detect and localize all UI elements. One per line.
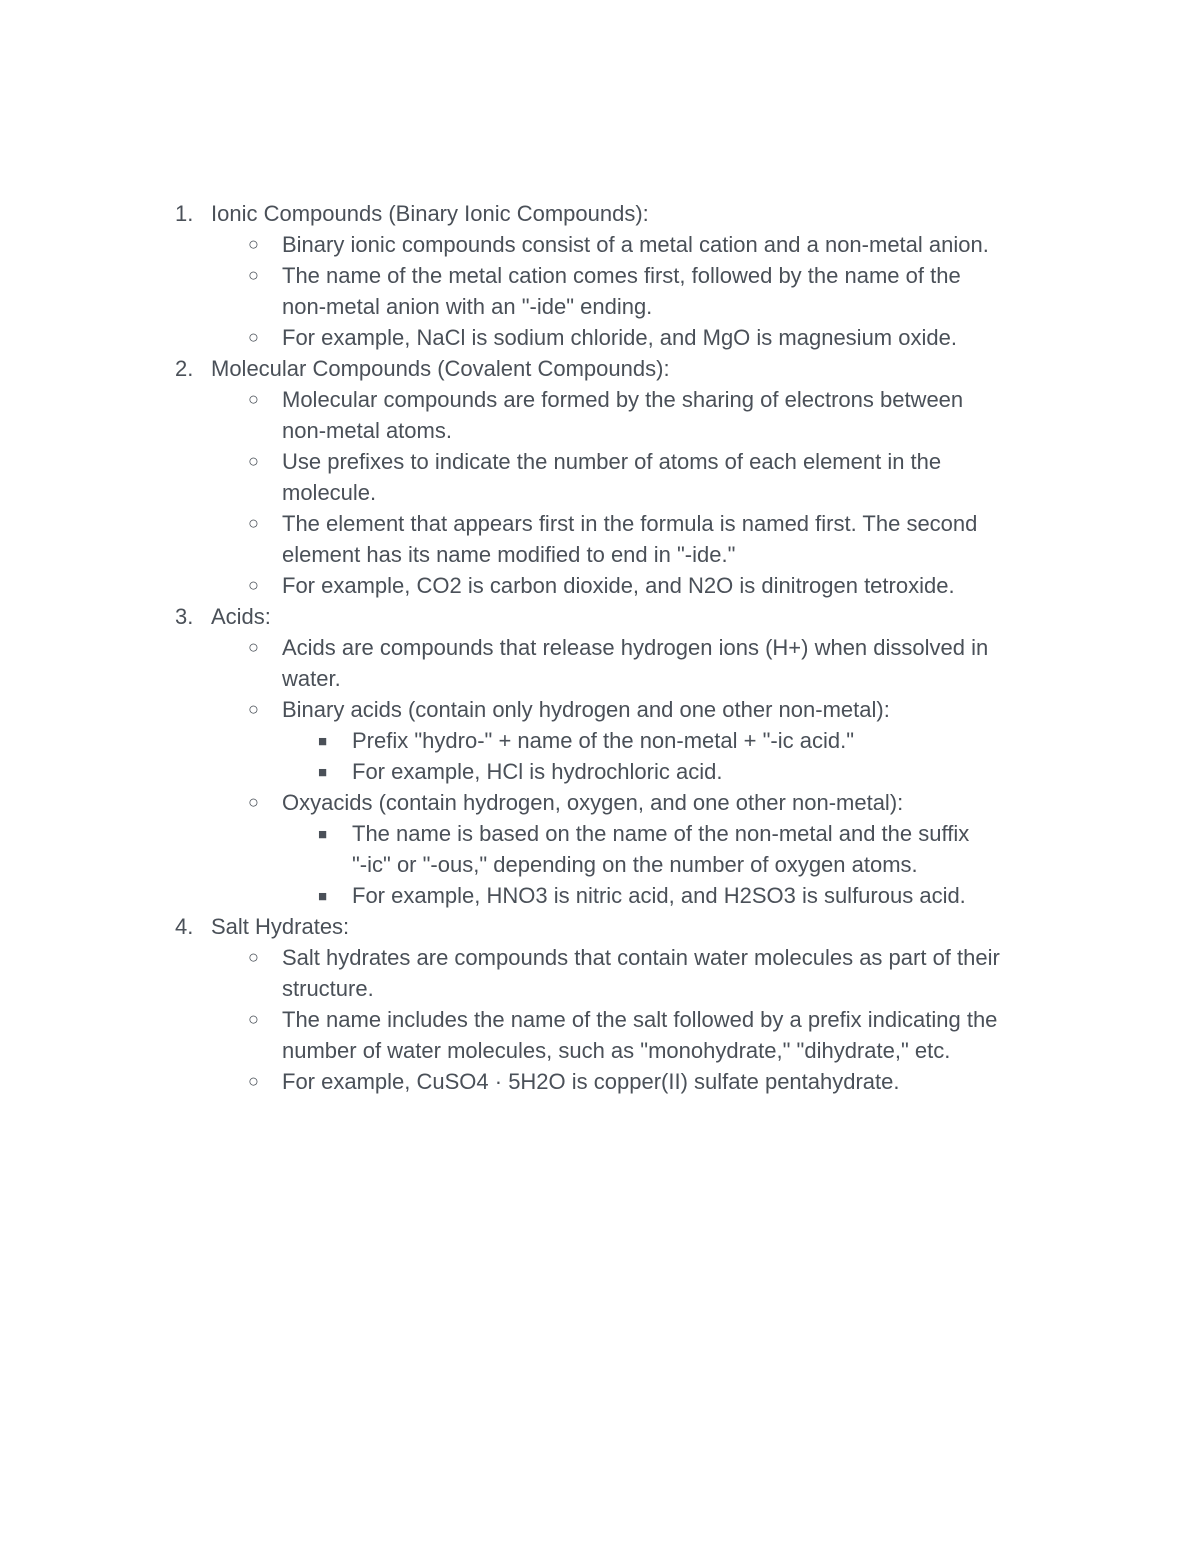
list-item-text: molecule. (282, 480, 377, 505)
list-item-text: For example, CuSO4 · 5H2O is copper(II) sulfate pentahydrate. (282, 1069, 900, 1094)
bullet-icon: ○ (248, 265, 259, 285)
bullet-icon: ○ (248, 389, 259, 409)
list-item-text: water. (282, 666, 341, 691)
bullet-icon: ○ (248, 699, 259, 719)
list-item (0, 260, 1200, 291)
list-item-text: Acids are compounds that release hydrogen ions (H+) when dissolved in (282, 635, 989, 660)
list-item (0, 942, 1200, 973)
list-item-text: Molecular Compounds (Covalent Compounds): (211, 356, 670, 381)
list-item-text: "-ic" or "-ous," depending on the number of oxygen atoms. (352, 852, 918, 877)
list-item (0, 415, 1200, 446)
list-item-text: Acids: (211, 604, 271, 629)
list-item-text: The name of the metal cation comes first, followed by the name of the (282, 263, 961, 288)
list-item-text: For example, HCl is hydrochloric acid. (352, 759, 723, 784)
sub-list-item (0, 880, 1200, 911)
bullet-icon: ■ (318, 826, 328, 843)
list-item-text: number of water molecules, such as "monohydrate," "dihydrate," etc. (282, 1038, 951, 1063)
bullet-icon: ○ (248, 513, 259, 533)
list-item-text: Prefix "hydro-" + name of the non-metal + "-ic acid." (352, 728, 855, 753)
list-item-text: The element that appears first in the formula is named first. The second (282, 511, 978, 536)
bullet-icon: ○ (248, 1009, 259, 1029)
sub-list-item (0, 725, 1200, 756)
list-item-text: For example, NaCl is sodium chloride, and MgO is magnesium oxide. (282, 325, 957, 350)
list-item (0, 539, 1200, 570)
list-item-text: Salt Hydrates: (211, 914, 350, 939)
list-item-text: non-metal atoms. (282, 418, 452, 443)
list-item-text: For example, HNO3 is nitric acid, and H2SO3 is sulfurous acid. (352, 883, 966, 908)
list-item (0, 570, 1200, 601)
list-item (0, 446, 1200, 477)
bullet-icon: ○ (248, 637, 259, 657)
bullet-icon: ○ (248, 451, 259, 471)
section-heading (0, 198, 1200, 229)
list-item-text: structure. (282, 976, 374, 1001)
bullet-icon: ■ (318, 764, 328, 781)
list-item (0, 632, 1200, 663)
list-item-text: Binary ionic compounds consist of a metal cation and a non-metal anion. (282, 232, 989, 257)
list-item (0, 508, 1200, 539)
list-item-text: element has its name modified to end in "-ide." (282, 542, 736, 567)
list-item (0, 291, 1200, 322)
bullet-icon: ■ (318, 733, 328, 750)
list-number: 4. (175, 914, 194, 939)
bullet-icon: ○ (248, 327, 259, 347)
list-item (0, 1066, 1200, 1097)
list-item (0, 694, 1200, 725)
list-number: 1. (175, 201, 194, 226)
sub-list-item (0, 756, 1200, 787)
bullet-icon: ○ (248, 234, 259, 254)
list-item (0, 973, 1200, 1004)
bullet-icon: ○ (248, 947, 259, 967)
list-item-text: For example, CO2 is carbon dioxide, and N2O is dinitrogen tetroxide. (282, 573, 955, 598)
list-item (0, 787, 1200, 818)
list-item (0, 477, 1200, 508)
bullet-icon: ○ (248, 792, 259, 812)
list-item-text: Molecular compounds are formed by the sharing of electrons between (282, 387, 964, 412)
numbered-list (0, 198, 1200, 1097)
list-item-text: Binary acids (contain only hydrogen and one other non-metal): (282, 697, 890, 722)
section-heading (0, 601, 1200, 632)
section-heading (0, 911, 1200, 942)
list-item (0, 384, 1200, 415)
list-number: 3. (175, 604, 194, 629)
list-item (0, 229, 1200, 260)
list-item (0, 322, 1200, 353)
list-item (0, 1004, 1200, 1035)
list-number: 2. (175, 356, 194, 381)
list-item-text: The name includes the name of the salt followed by a prefix indicating the (282, 1007, 998, 1032)
list-item-text: non-metal anion with an "-ide" ending. (282, 294, 653, 319)
list-item-text: Salt hydrates are compounds that contain water molecules as part of their (282, 945, 1000, 970)
bullet-icon: ■ (318, 888, 328, 905)
list-item-text: Oxyacids (contain hydrogen, oxygen, and one other non-metal): (282, 790, 904, 815)
section-heading (0, 353, 1200, 384)
list-item-text: The name is based on the name of the non-metal and the suffix (352, 821, 970, 846)
list-item-text: Use prefixes to indicate the number of atoms of each element in the (282, 449, 942, 474)
list-item (0, 1035, 1200, 1066)
list-item (0, 663, 1200, 694)
sub-list-item (0, 818, 1200, 849)
sub-list-item (0, 849, 1200, 880)
list-item-text: Ionic Compounds (Binary Ionic Compounds): (211, 201, 649, 226)
bullet-icon: ○ (248, 575, 259, 595)
bullet-icon: ○ (248, 1071, 259, 1091)
